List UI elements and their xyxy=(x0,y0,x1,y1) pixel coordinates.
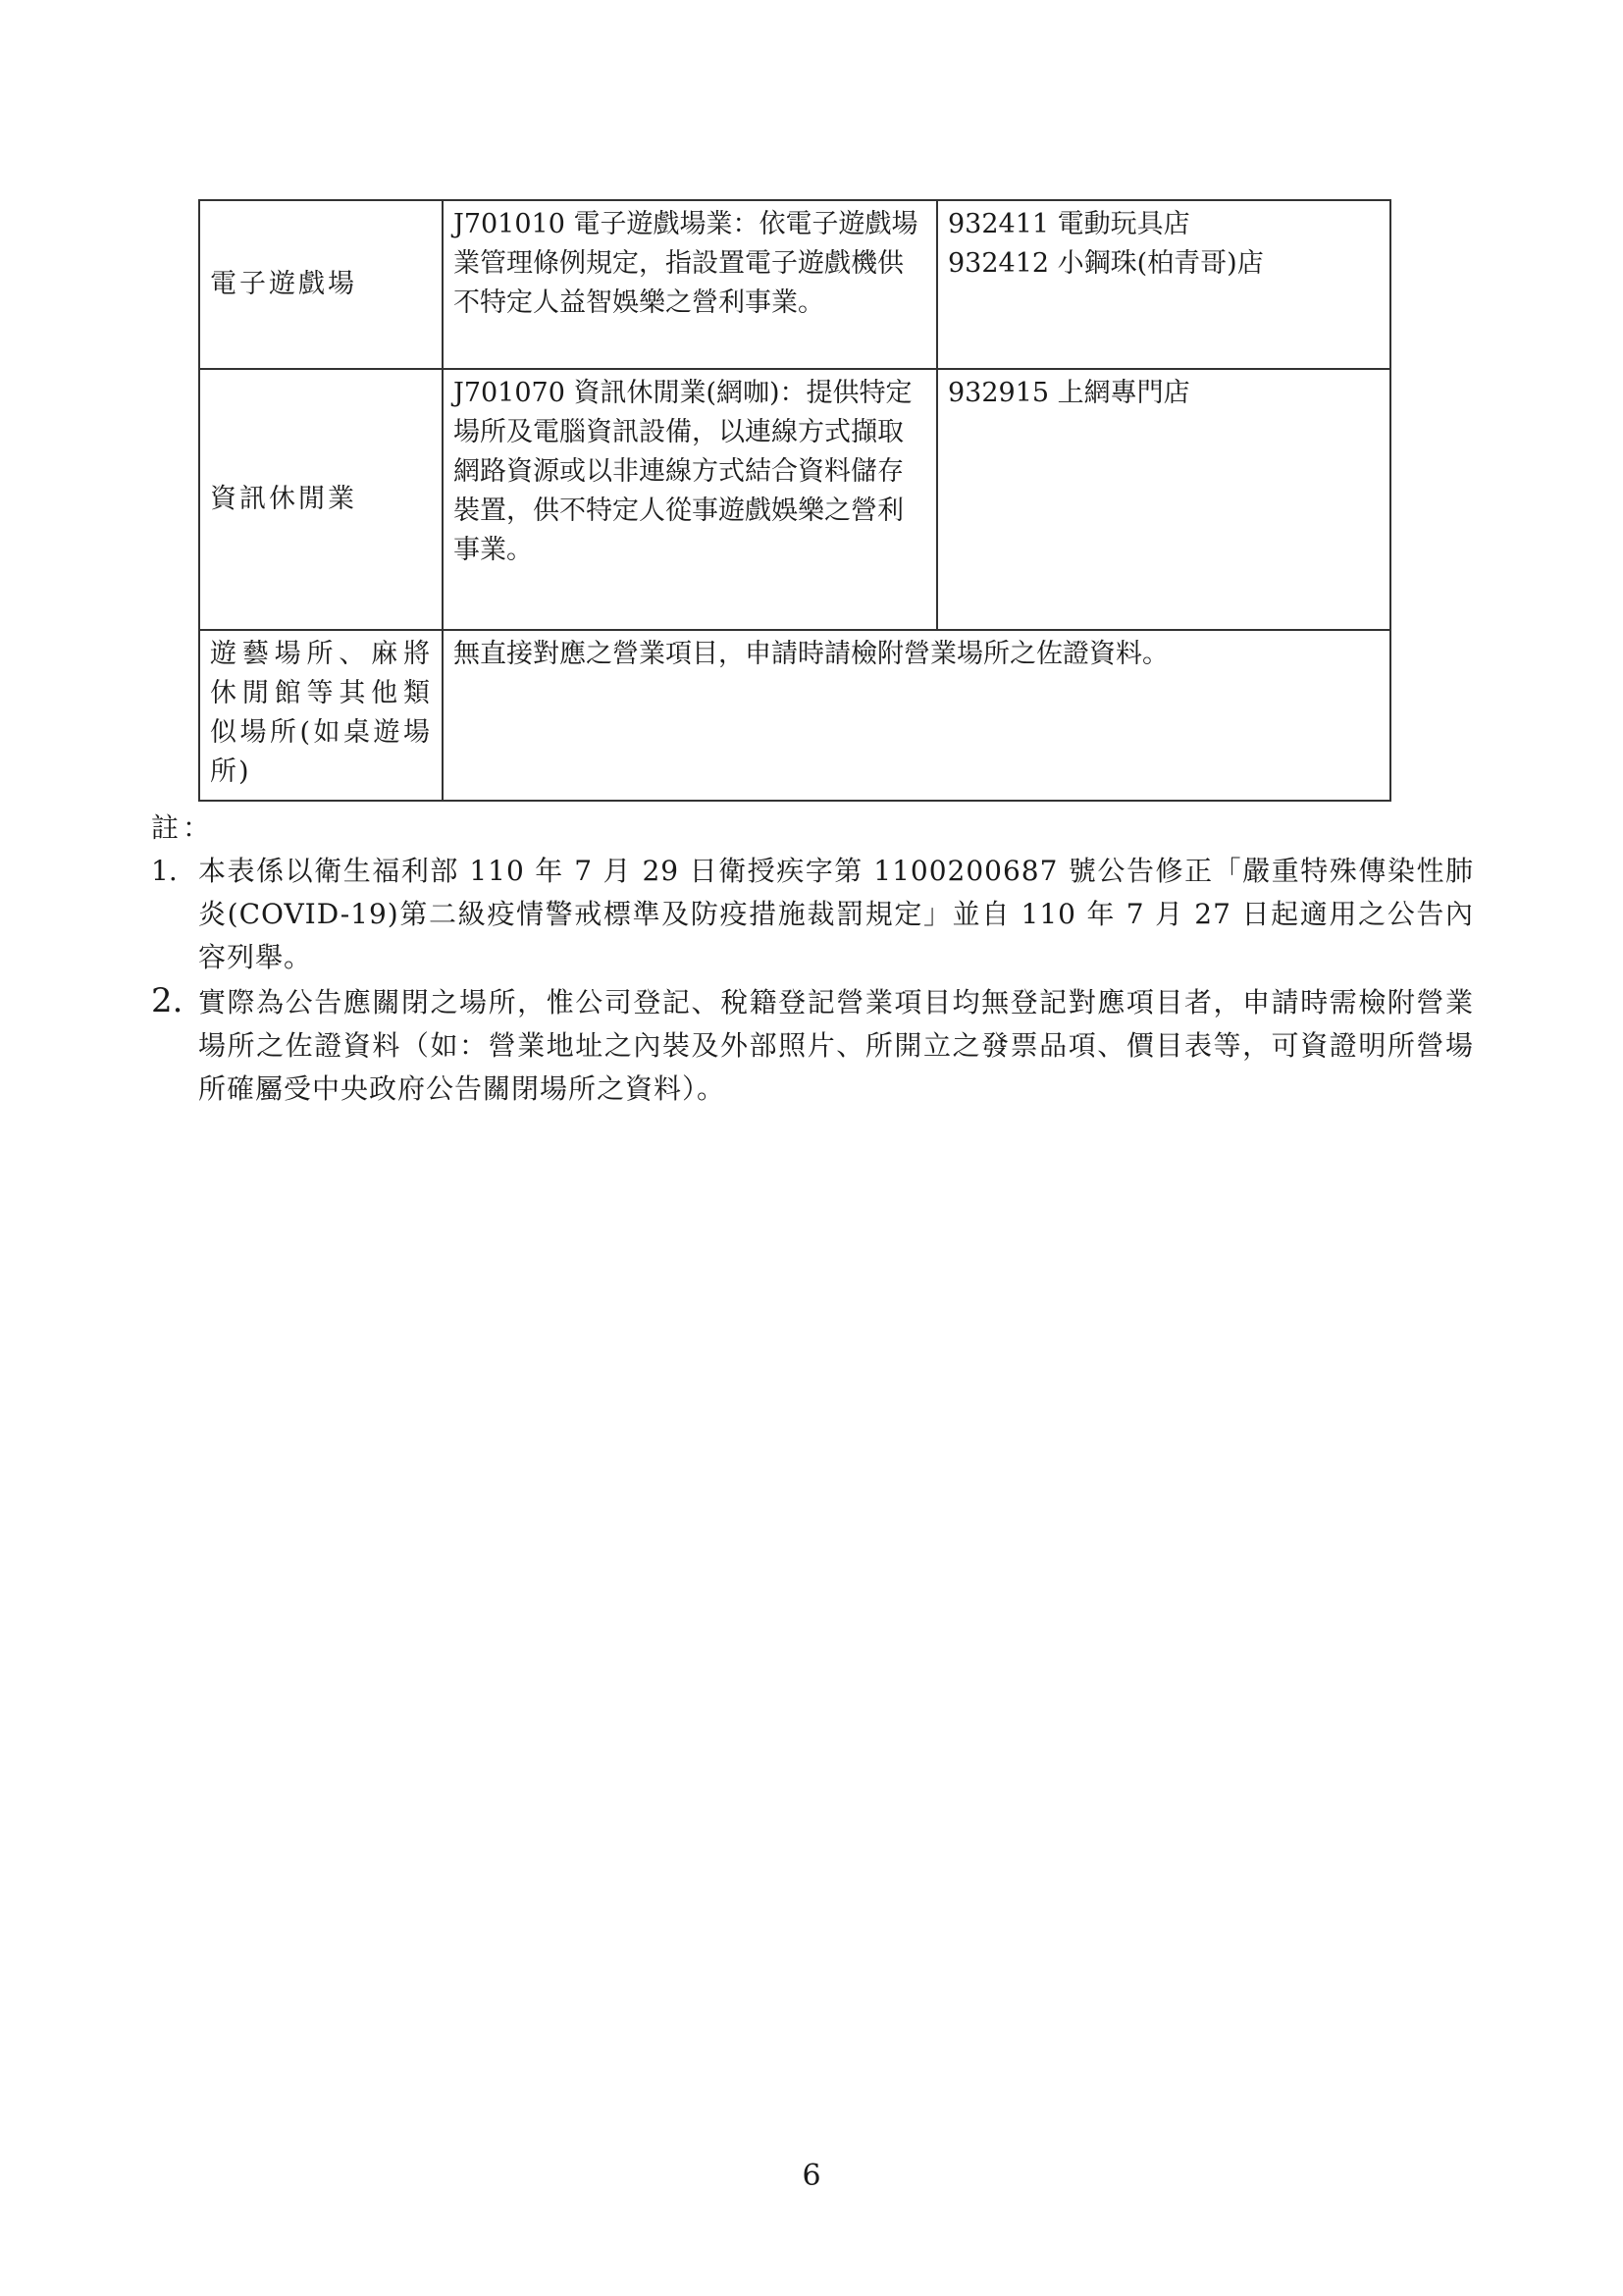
note-text: 本表係以衛生福利部 110 年 7 月 29 日衛授疾字第 1100200687 號公告修正「嚴重特殊傳染性肺炎(COVID-19)第二級疫情警戒標準及防疫措施裁罰規定」並自 110 年 7 月 27 日起適用之公告內容列舉。 xyxy=(198,855,1474,973)
category-cell: 資訊休閒業 xyxy=(199,369,443,630)
category-cell: 電子遊戲場 xyxy=(199,200,443,369)
description-cell: J701010 電子遊戲場業：依電子遊戲場業管理條例規定，指設置電子遊戲機供不特定人益智娛樂之營利事業。 xyxy=(443,200,937,369)
industry-code-cell xyxy=(937,200,1390,369)
industry-code: 932411 電動玩具店 xyxy=(948,209,1190,239)
table-row xyxy=(199,630,1390,801)
category-cell: 遊藝場所、麻將休閒館等其他類似場所(如桌遊場所) xyxy=(199,630,443,801)
note-text: 實際為公告應關閉之場所，惟公司登記、稅籍登記營業項目均無登記對應項目者，申請時需檢附營業場所之佐證資料（如：營業地址之內裝及外部照片、所開立之發票品項、價目表等，可資證明所營場所確屬受中央政府公告關閉場所之資料）。 xyxy=(198,986,1474,1105)
industry-code-cell xyxy=(937,369,1390,630)
table-row xyxy=(199,369,1390,630)
table-row xyxy=(199,200,1390,369)
page-number: 6 xyxy=(802,2159,821,2193)
industry-code: 932915 上網專門店 xyxy=(948,378,1190,408)
note-number: 2. xyxy=(151,981,183,1020)
note-number: 1. xyxy=(151,855,178,887)
industry-code: 932412 小鋼珠(柏青哥)店 xyxy=(948,248,1264,279)
description-cell: J701070 資訊休閒業(網咖)：提供特定場所及電腦資訊設備，以連線方式擷取網路資源或以非連線方式結合資料儲存裝置，供不特定人從事遊戲娛樂之營利事業。 xyxy=(443,369,937,630)
notes-heading: 註： xyxy=(151,811,215,844)
business-category-table xyxy=(198,199,1391,802)
description-cell: 無直接對應之營業項目，申請時請檢附營業場所之佐證資料。 xyxy=(443,630,1390,801)
